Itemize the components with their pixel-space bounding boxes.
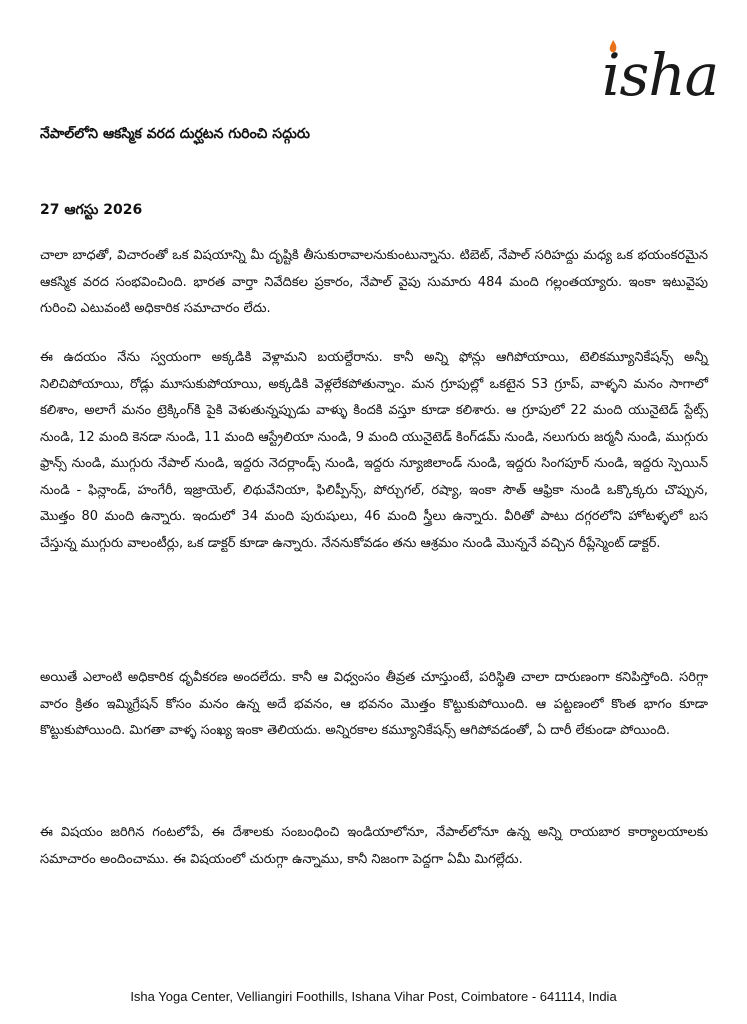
document-date: 27 ఆగస్టు 2026 — [40, 202, 143, 218]
footer-address: Isha Yoga Center, Velliangiri Foothills, Ishana Vihar Post, Coimbatore - 641114, India — [130, 989, 617, 1004]
paragraph: అయితే ఎలాంటి అధికారిక ధృవీకరణ అందలేదు. కానీ ఆ విధ్వంసం తీవ్రత చూస్తుంటే, పరిస్థితి చాలా దారుణంగా కనిపిస్తోంది. సరిగ్గా వారం క్రితం ఇమ్మిగ్రేషన్ కోసం మనం ఉన్న అదే భవనం, ఆ భవనం మొత్తం కొట్టుకుపోయింది. ఆ పట్టణంలో కొంత భాగం కూడా కొట్టుకుపోయింది. మిగతా వాళ్ళ సంఖ్య ఇంకా తెలియదు. అన్నిరకాల కమ్యూనికేషన్స్ ఆగిపోవడంతో, ఏ దారీ లేకుండా పోయింది. — [40, 670, 708, 738]
isha-logo — [602, 40, 718, 110]
paragraph: ఈ విషయం జరిగిన గంటలోపే, ఈ దేశాలకు సంబంధించి ఇండియాలోనూ, నేపాల్‌లోనూ ఉన్న అన్ని రాయబార కార్యాలయాలకు సమాచారం అందించాము. ఈ విషయంలో చురుగ్గా ఉన్నాము, కానీ నిజంగా పెద్దగా ఏమీ మిగల్లేదు. — [40, 825, 708, 867]
paragraph: చాలా బాధతో, విచారంతో ఒక విషయాన్ని మీ దృష్టికి తీసుకురావాలనుకుంటున్నాను. టిబెట్, నేపాల్ సరిహద్దు మధ్య ఒక భయంకరమైన ఆకస్మిక వరద సంభవించింది. భారత వార్తా నివేదికల ప్రకారం, నేపాల్ వైపు సుమారు 484 మంది గల్లంతయ్యారు. ఇంకా ఇటువైపు గురించి ఎటువంటి అధికారిక సమాచారం లేదు. — [40, 248, 708, 316]
document-title: నేపాల్‌లోని ఆకస్మిక వరద దుర్ఘటన గురించి సద్గురు — [40, 126, 310, 142]
logo-wordmark: isha — [602, 41, 719, 109]
paragraph: ఈ ఉదయం నేను స్వయంగా అక్కడికి వెళ్లామని బయల్దేరాను. కానీ అన్ని ఫోన్లు ఆగిపోయాయి, టెలికమ్యూనికేషన్స్ అన్నీ నిలిచిపోయాయి, రోడ్లు మూసుకుపోయాయి, అక్కడికి వెళ్లలేకపోతున్నాం. మన గ్రూపుల్లో ఒకటైన S3 గ్రూప్, వాళ్ళని మనం సాగాలో కలిశాం, అలాగే మనం ట్రెక్కింగ్‌కి పైకి వెళుతున్నప్పుడు వాళ్ళు కిందకి వస్తూ కూడా కలిశారు. ఆ గ్రూపులో 22 మంది యునైటెడ్ స్టేట్స్ నుండి, 12 మంది కెనడా నుండి, 11 మంది ఆస్ట్రేలియా నుండి, 9 మంది యునైటెడ్ కింగ్‌డమ్ నుండి, నలుగురు జర్మనీ నుండి, ముగ్గురు ఫ్రాన్స్ నుండి, ముగ్గురు నేపాల్ నుండి, ఇద్దరు నెదర్లాండ్స్ నుండి, ఇద్దరు న్యూజిలాండ్ నుండి, ఇద్దరు సింగపూర్ నుండి, ఇద్దరు స్పెయిన్ నుండి - ఫిన్లాండ్, హంగేరీ, ఇజ్రాయెల్, లిథువేనియా, ఫిలిప్పీన్స్, పోర్చుగల్, రష్యా, ఇంకా సౌత్ ఆఫ్రికా నుండి ఒక్కొక్కరు చొప్పున, మొత్తం 80 మంది ఉన్నారు. ఇందులో 34 మంది పురుషులు, 46 మంది స్త్రీలు ఉన్నారు. వీరితో పాటు దగ్గరలోని హోటళ్ళలో బస చేస్తున్న ముగ్గురు వాలంటీర్లు, ఒక డాక్టర్ కూడా ఉన్నారు. నేననుకోవడం తను ఆశ్రమం నుండి మొన్ననే వచ్చిన రీప్లేస్మెంట్ డాక్టర్. — [40, 350, 708, 551]
